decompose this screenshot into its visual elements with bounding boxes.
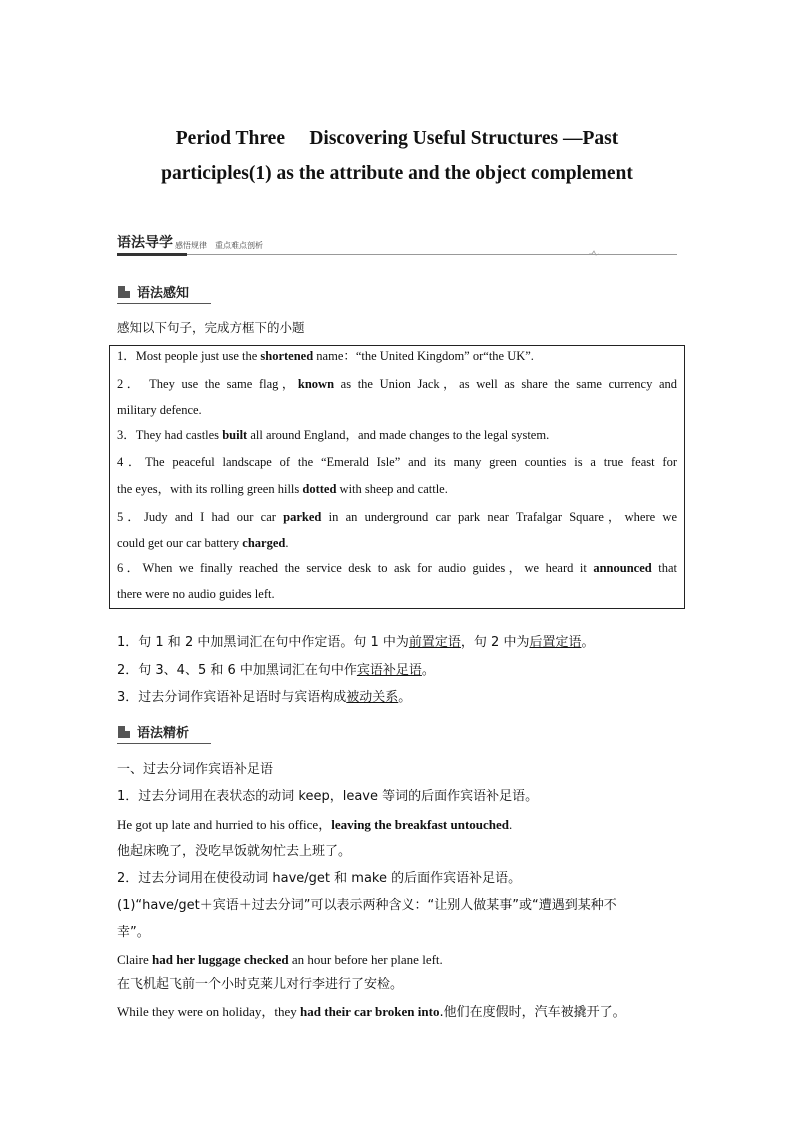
section-heading-grammar-perception: [117, 282, 211, 304]
example-1: He got up late and hurried to his office，leaving the breakfast untouched.: [117, 817, 513, 832]
page-title-line-2: participles(1) as the attribute and the object complement: [161, 163, 633, 184]
banner-subtitle: 感悟规律 重点难点剖析: [175, 241, 263, 250]
sentence-4: 4．The peaceful landscape of the “Emerald Isle” and its many green counties is a true feast for: [117, 455, 677, 469]
sentence-5: 5．Judy and I had our car parked in an underground car park near Trafalgar Square，where we: [117, 510, 677, 524]
page-title-line-1: Period Three Discovering Useful Structures —Past: [175, 128, 619, 149]
example-2: Claire had her luggage checked an hour before her plane left.: [117, 952, 443, 967]
rule-1: 1．过去分词用在表状态的动词 keep，leave 等词的后面作宾语补足语。: [117, 789, 539, 804]
section-banner: [117, 232, 677, 258]
sentence-5-cont: could get our car battery charged.: [117, 536, 289, 550]
sentence-6: 6．When we finally reached the service desk to ask for audio guides，we heard it announced that: [117, 561, 677, 575]
rule-2: 2．过去分词用在使役动词 have/get 和 make 的后面作宾语补足语。: [117, 871, 522, 886]
banner-rule-thin: [187, 254, 677, 255]
example-sentences-box: [109, 345, 685, 609]
subheading-1: 一、过去分词作宾语补足语: [117, 762, 274, 777]
rule-2-1-cont: 幸”。: [117, 925, 150, 940]
banner-notch-decoration: [589, 250, 599, 256]
section-heading-label: 语法感知: [137, 286, 190, 301]
banner-title: 语法导学: [117, 235, 173, 251]
sentence-2: 2． They use the same flag，known as the Union Jack，as well as share the same currency and: [117, 377, 677, 391]
sentence-6-cont: there were no audio guides left.: [117, 587, 275, 601]
sentence-3: 3．They had castles built all around England，and made changes to the legal system.: [117, 428, 550, 442]
sentence-4-cont: the eyes，with its rolling green hills dotted with sheep and cattle.: [117, 482, 448, 496]
example-1-translation: 他起床晚了，没吃早饭就匆忙去上班了。: [117, 844, 352, 859]
section-heading-grammar-analysis: [117, 722, 211, 744]
banner-rule-thick: [117, 253, 187, 256]
example-2-translation: 在飞机起飞前一个小时克莱儿对行李进行了安检。: [117, 977, 404, 992]
answer-2: 2．句 3、4、5 和 6 中加黑词汇在句中作宾语补足语。: [117, 663, 435, 678]
sentence-2-cont: military defence.: [117, 403, 202, 417]
answer-3: 3．过去分词作宾语补足语时与宾语构成被动关系。: [117, 690, 412, 705]
answer-1: 1．句 1 和 2 中加黑词汇在句中作定语。句 1 中为前置定语，句 2 中为后置定语。: [117, 635, 595, 650]
instruction-text: 感知以下句子，完成方框下的小题: [117, 320, 305, 335]
example-3: While they were on holiday，they had their car broken into.他们在度假时，汽车被撬开了。: [117, 1004, 626, 1020]
sentence-1: 1．Most people just use the shortened name：“the United Kingdom” or“the UK”.: [117, 349, 534, 363]
section-heading-label: 语法精析: [137, 726, 190, 741]
rule-2-1: (1)“have/get＋宾语＋过去分词”可以表示两种含义：“让别人做某事”或“遭遇到某种不: [117, 898, 617, 913]
